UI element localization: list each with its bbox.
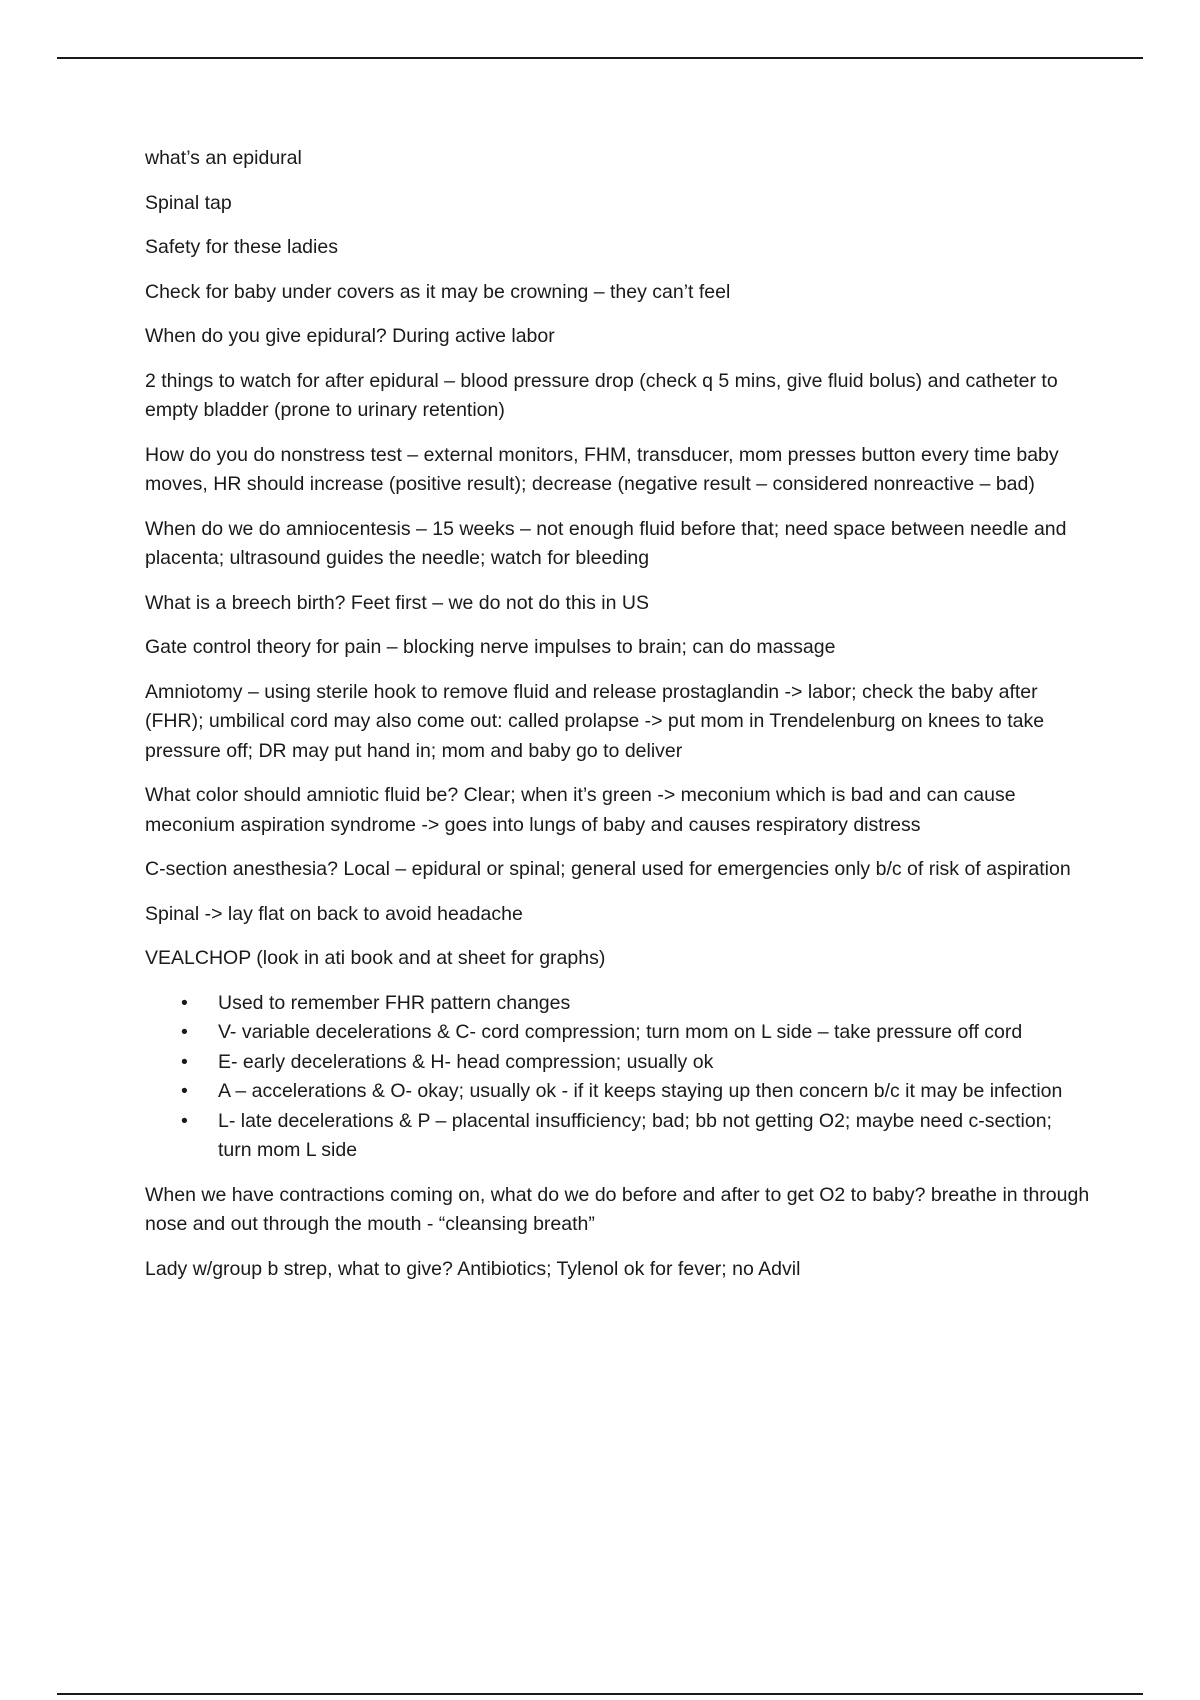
paragraph: Spinal tap	[145, 191, 232, 214]
paragraph: How do you do nonstress test – external monitors, FHM, transducer, mom presses button every time baby moves, HR should increase (positive result); decrease (negative result – considered nonreactive – bad)	[145, 443, 1059, 495]
paragraph: Amniotomy – using sterile hook to remove fluid and release prostaglandin -> labor; check the baby after (FHR); umbilical cord may also come out: called prolapse -> put mom in Trendelenburg on knees to take pressure off; DR may put hand in; mom and baby go to deliver	[145, 680, 1045, 762]
paragraph: what’s an epidural	[145, 147, 302, 169]
header-rule	[57, 57, 1143, 59]
list-item-text: E- early decelerations & H- head compression; usually ok	[218, 1050, 714, 1073]
list-item	[181, 1107, 1090, 1166]
paragraph: C-section anesthesia? Local – epidural or spinal; general used for emergencies only b/c of risk of aspiration	[145, 858, 1071, 880]
paragraph: Spinal -> lay flat on back to avoid headache	[145, 902, 523, 925]
list-item-text: A – accelerations & O- okay; usually ok - if it keeps staying up then concern b/c it may be infection	[218, 1080, 1063, 1102]
paragraph: When do you give epidural? During active labor	[145, 325, 555, 347]
list-item-text: L- late decelerations & P – placental insufficiency; bad; bb not getting O2; maybe need c-section; turn mom L side	[218, 1109, 1052, 1161]
bullet-icon: •	[181, 1109, 188, 1132]
footer-rule	[57, 1693, 1143, 1695]
paragraph: 2 things to watch for after epidural – blood pressure drop (check q 5 mins, give fluid bolus) and catheter to empty bladder (prone to urinary retention)	[145, 369, 1058, 421]
bullet-icon: •	[181, 1021, 188, 1043]
paragraph: What is a breech birth? Feet first – we do not do this in US	[145, 591, 649, 614]
paragraph: What color should amniotic fluid be? Clear; when it’s green -> meconium which is bad and can cause meconium aspiration syndrome -> goes into lungs of baby and causes respiratory distress	[145, 784, 1016, 836]
list-item	[181, 1077, 1090, 1107]
list-item-text: V- variable decelerations & C- cord compression; turn mom on L side – take pressure off cord	[218, 1021, 1023, 1043]
paragraph: Gate control theory for pain – blocking nerve impulses to brain; can do massage	[145, 636, 836, 658]
bullet-icon: •	[181, 1050, 188, 1073]
paragraph: Safety for these ladies	[145, 236, 338, 258]
list-item	[181, 989, 1090, 1019]
paragraph: VEALCHOP (look in ati book and at sheet for graphs)	[145, 947, 606, 969]
paragraph: When do we do amniocentesis – 15 weeks – not enough fluid before that; need space between needle and placenta; ultrasound guides the needle; watch for bleeding	[145, 517, 1067, 569]
list-item	[181, 1018, 1090, 1048]
bullet-icon: •	[181, 991, 188, 1014]
document-body	[145, 144, 1090, 1299]
paragraph: Check for baby under covers as it may be crowning – they can’t feel	[145, 280, 731, 303]
paragraph: When we have contractions coming on, what do we do before and after to get O2 to baby? breathe in through nose and out through the mouth - “cleansing breath”	[145, 1183, 1090, 1235]
list-item-text: Used to remember FHR pattern changes	[218, 991, 571, 1014]
paragraph: Lady w/group b strep, what to give? Antibiotics; Tylenol ok for fever; no Advil	[145, 1257, 801, 1280]
bullet-icon: •	[181, 1080, 188, 1102]
bullet-list	[145, 989, 1090, 1166]
list-item	[181, 1048, 1090, 1078]
